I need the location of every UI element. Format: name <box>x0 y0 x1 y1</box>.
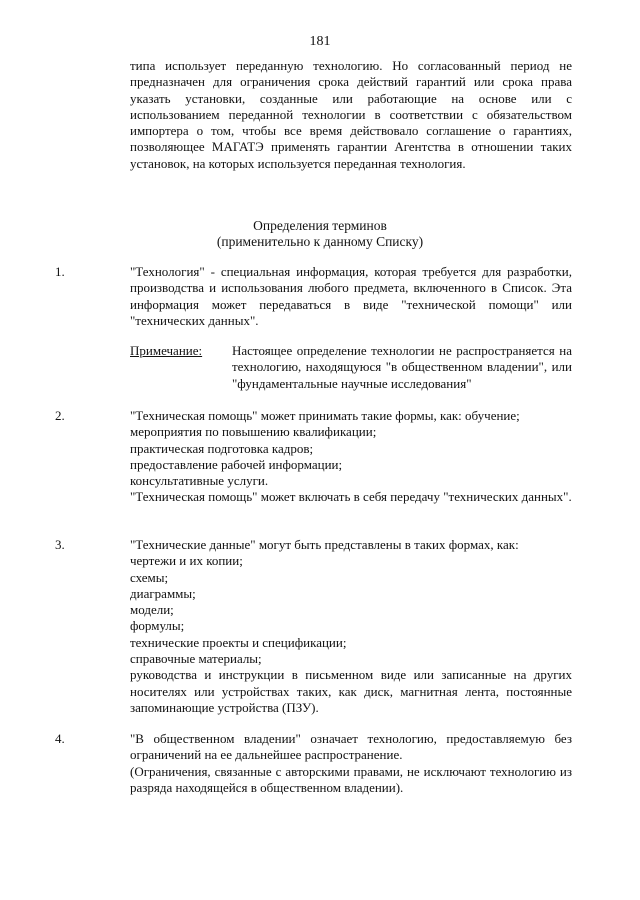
item-number: 3. <box>55 537 65 552</box>
item-closing: (Ограничения, связанные с авторскими правами, не исключают технологию из разряда находящейся в общественном владении). <box>130 763 572 795</box>
item-closing: руководства и инструкции в письменном виде или записанные на других носителях или устройствах таких, как диск, магнитная лента, постоянные запоминающие устройства (ПЗУ). <box>130 667 572 715</box>
item-line: чертежи и их копии; <box>130 553 243 569</box>
item-line: мероприятия по повышению квалификации; <box>130 424 377 440</box>
note-text: Настоящее определение технологии не распространяется на технологию, находящуюся "в общественном владении", или "фундаментальные научные исследования" <box>232 343 572 391</box>
note <box>130 343 572 395</box>
item-line: справочные материалы; <box>130 651 262 667</box>
item-body <box>130 408 572 506</box>
item-line: формулы; <box>130 618 185 634</box>
item-line: практическая подготовка кадров; <box>130 440 314 456</box>
intro-paragraph: типа использует переданную технологию. Но согласованный период не предназначен для ограничения срока действий гарантий или срока права указать установки, созданные или работающие на основе или с использованием переданной технологии в соответствии с обязательством импортера о том, чтобы все время действовало соглашение о гарантиях, позволяющее МАГАТЭ применять гарантии Агентства в отношении таких установок, на которых используется переданная технология. <box>130 58 572 171</box>
section-title <box>0 218 640 250</box>
item-line: технические проекты и спецификации; <box>130 634 347 650</box>
item-line: модели; <box>130 602 174 618</box>
section-title-line2: (применительно к данному Списку) <box>216 234 424 249</box>
section-title-line1: Определения терминов <box>253 218 387 233</box>
item-text: "В общественном владении" означает технологию, предоставляемую без ограничений на ее дальнейшее распространение. <box>130 731 572 763</box>
item-body <box>130 264 572 395</box>
item-number: 2. <box>55 408 65 423</box>
item-text: "Технология" - специальная информация, которая требуется для разработки, производства и использования любого предмета, включенного в Список. Эта информация может передаваться в виде "технической помощи" или "технических данных". <box>130 264 572 328</box>
item-number: 4. <box>55 731 65 746</box>
item-body <box>130 537 572 716</box>
item-body <box>130 731 572 796</box>
item-number: 1. <box>55 264 65 279</box>
item-line: диаграммы; <box>130 585 196 601</box>
item-closing: "Техническая помощь" может включать в себя передачу "технических данных". <box>130 489 572 505</box>
item-line: схемы; <box>130 569 169 585</box>
item-line: "Технические данные" могут быть представлены в таких формах, как: <box>130 537 519 552</box>
page-number: 181 <box>309 34 331 49</box>
note-label: Примечание: <box>130 343 203 359</box>
item-line: консультативные услуги. <box>130 473 269 489</box>
item-line: "Техническая помощь" может принимать такие формы, как: обучение; <box>130 408 520 423</box>
item-line: предоставление рабочей информации; <box>130 456 343 472</box>
